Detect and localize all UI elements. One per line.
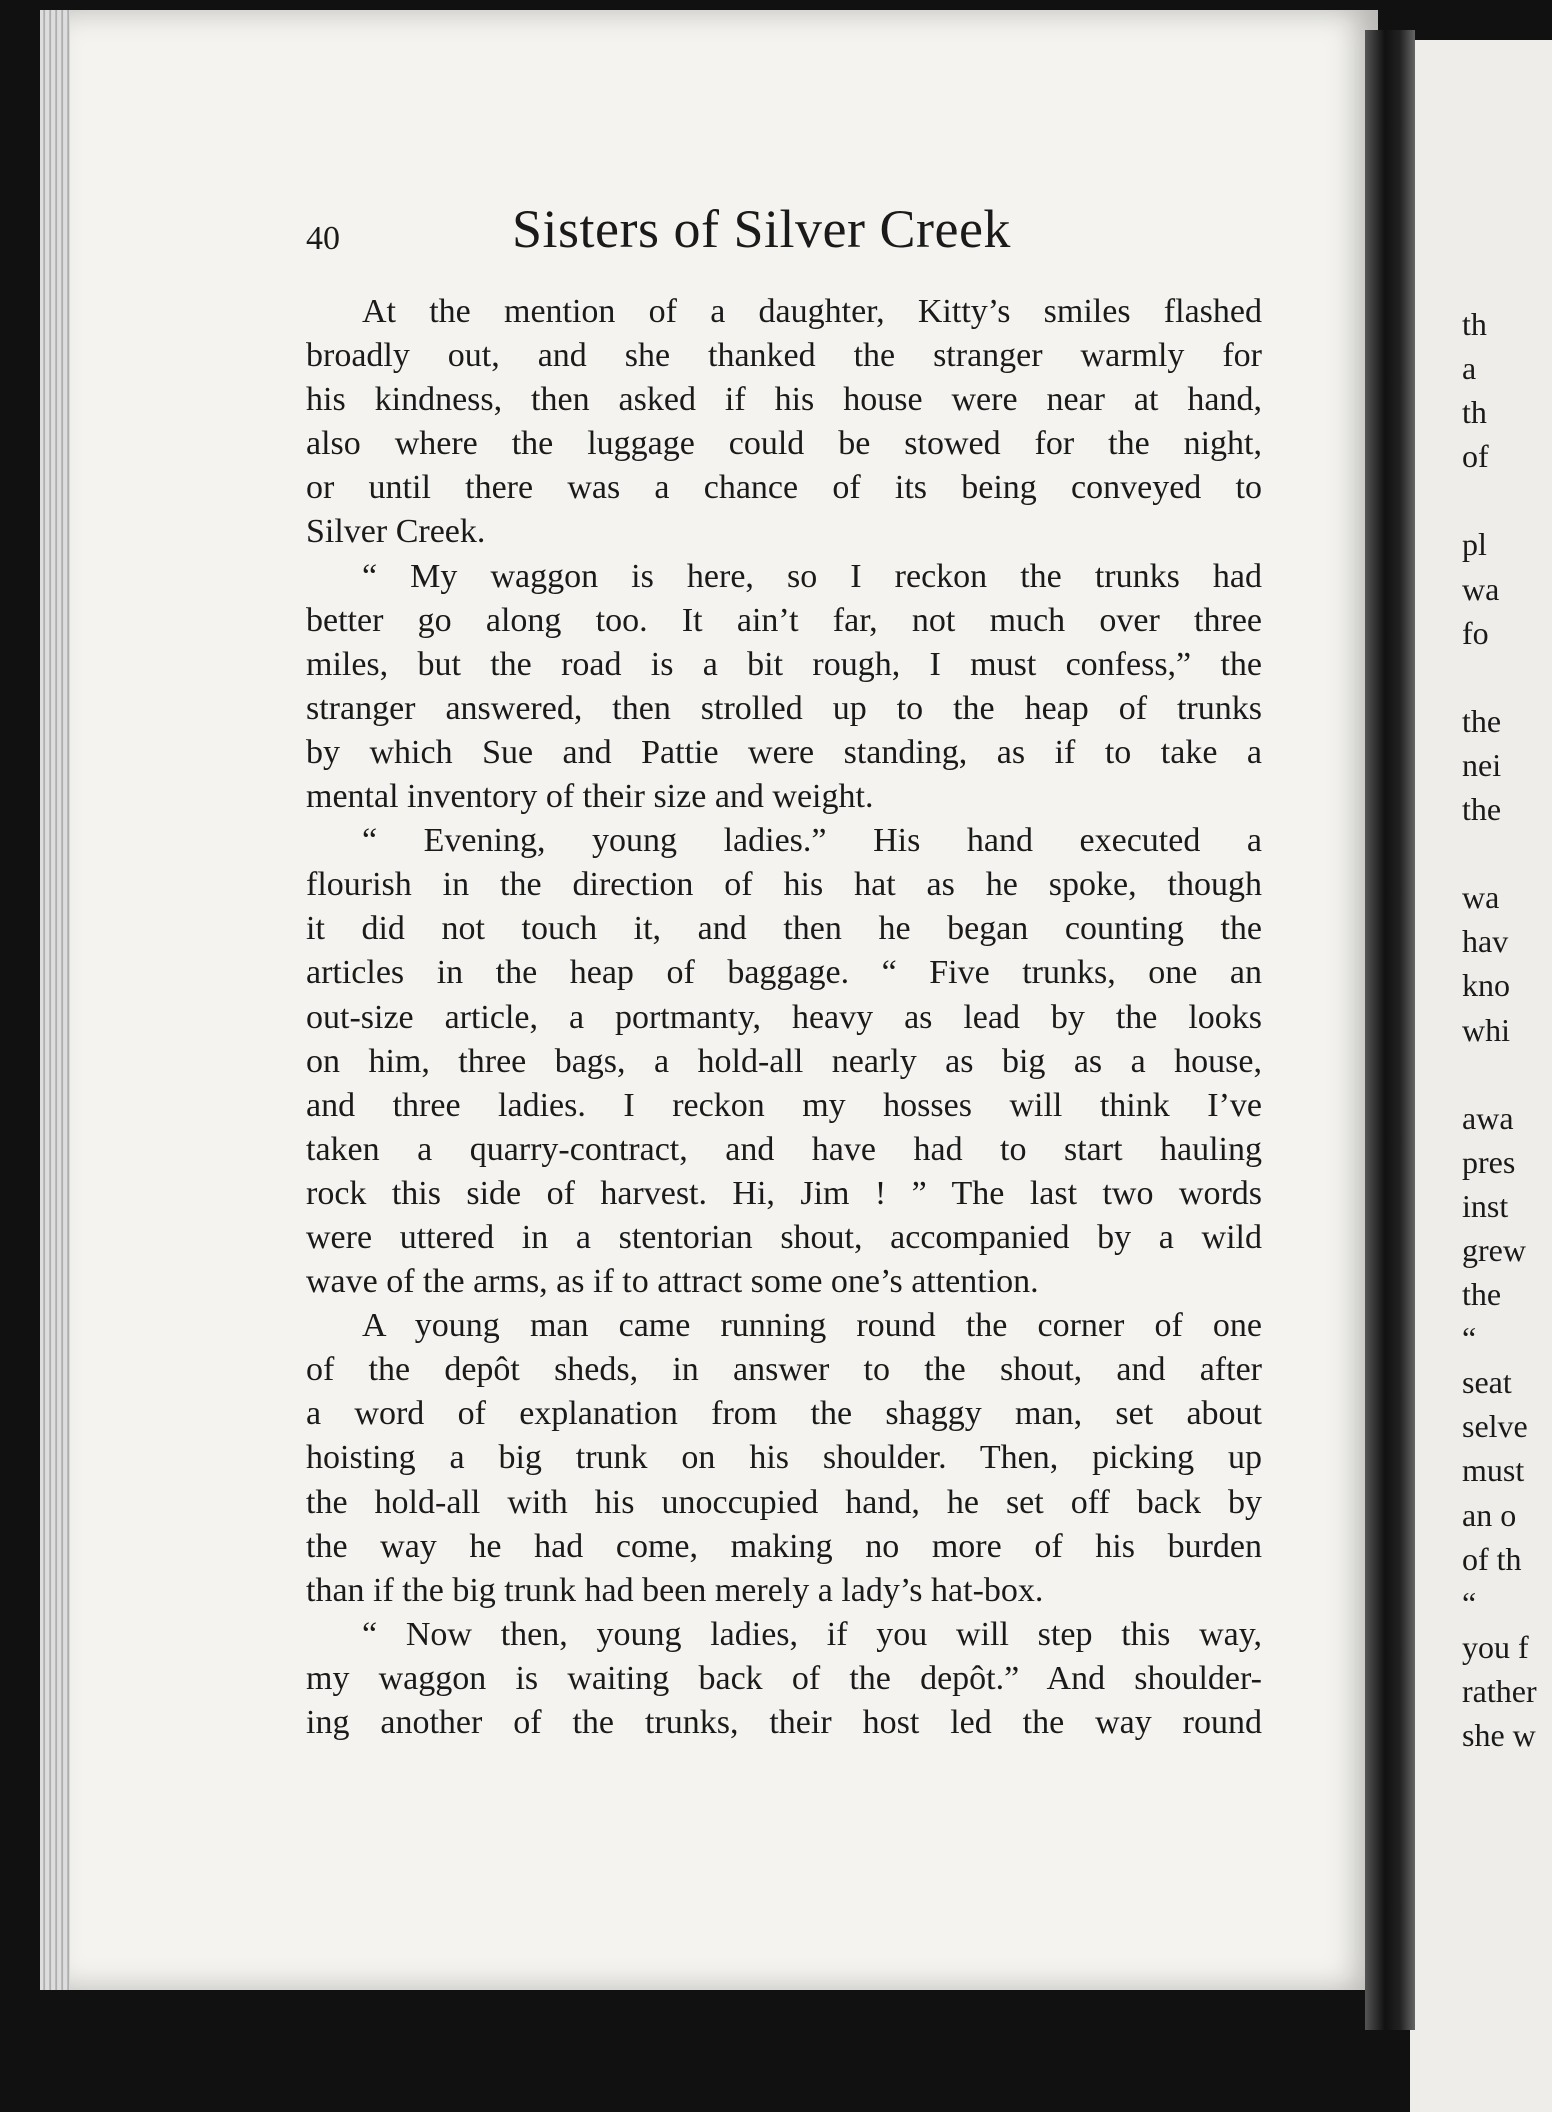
page-number: 40 xyxy=(306,220,340,257)
text-line: A young man came running round the corner of one xyxy=(362,1307,1262,1345)
right-page-fragment: of xyxy=(1462,438,1489,475)
page-header xyxy=(306,198,1256,268)
text-line: it did not touch it, and then he began counting the xyxy=(306,910,1262,948)
text-line: and three ladies. I reckon my hosses will think I’ve xyxy=(306,1086,1262,1124)
right-page-fragment: an o xyxy=(1462,1496,1517,1533)
text-line: ing another of the trunks, their host led the way round xyxy=(306,1704,1262,1741)
right-page-fragment: th xyxy=(1462,394,1487,431)
text-line: my waggon is waiting back of the depôt.” And shoulder- xyxy=(306,1659,1262,1697)
right-page-fragment: grew xyxy=(1462,1231,1526,1268)
text-line: “ My waggon is here, so I reckon the trunks had xyxy=(362,557,1262,595)
right-page-fragment: she w xyxy=(1462,1717,1536,1753)
text-line: or until there was a chance of its being conveyed to xyxy=(306,469,1262,507)
text-line: a word of explanation from the shaggy man, set about xyxy=(306,1395,1262,1433)
text-line: better go along too. It ain’t far, not much over three xyxy=(306,601,1262,639)
right-page-fragment: pl xyxy=(1462,526,1487,563)
right-page-fragment: the xyxy=(1462,791,1502,828)
right-page-fragment: rather xyxy=(1462,1672,1537,1709)
text-line: “ Now then, young ladies, if you will step this way, xyxy=(362,1615,1262,1653)
right-page-fragment: fo xyxy=(1462,614,1489,651)
right-page-fragment: wa xyxy=(1462,570,1500,607)
text-line: also where the luggage could be stowed for the night, xyxy=(306,425,1262,463)
right-page-fragment: inst xyxy=(1462,1187,1509,1224)
right-page-fragment: nei xyxy=(1462,746,1502,783)
right-page-fragment xyxy=(1462,831,1552,875)
right-page-fragment: th xyxy=(1462,306,1487,342)
right-page-fragment: seat xyxy=(1462,1364,1512,1401)
right-page-fragment: you f xyxy=(1462,1628,1529,1665)
right-page-fragment: hav xyxy=(1462,923,1509,960)
right-page-fragment: whi xyxy=(1462,1011,1510,1048)
right-page-fragment: pres xyxy=(1462,1143,1516,1180)
text-line: taken a quarry-contract, and have had to start hauling xyxy=(306,1130,1262,1168)
text-line: than if the big trunk had been merely a lady’s hat-box. xyxy=(306,1571,1044,1609)
text-line: his kindness, then asked if his house were near at hand, xyxy=(306,381,1262,419)
right-page-fragment: wa xyxy=(1462,879,1500,916)
right-page-fragment: kno xyxy=(1462,967,1510,1004)
right-page-fragment: selve xyxy=(1462,1408,1528,1445)
text-line: the hold-all with his unoccupied hand, he set off back by xyxy=(306,1483,1262,1521)
body-text xyxy=(306,290,1262,1745)
text-line: “ Evening, young ladies.” His hand executed a xyxy=(362,822,1262,860)
right-page-text xyxy=(1462,302,1552,1757)
text-line: by which Sue and Pattie were standing, as if to take a xyxy=(306,733,1262,771)
text-line: stranger answered, then strolled up to the heap of trunks xyxy=(306,689,1262,727)
right-page-fragment: must xyxy=(1462,1452,1525,1489)
text-line: At the mention of a daughter, Kitty’s smiles flashed xyxy=(362,293,1262,330)
right-page-fragment xyxy=(1462,1052,1552,1096)
text-line: of the depôt sheds, in answer to the shout, and after xyxy=(306,1351,1262,1389)
text-line: miles, but the road is a bit rough, I must confess,” the xyxy=(306,645,1262,683)
text-line: the way he had come, making no more of his burden xyxy=(306,1527,1262,1565)
right-page-fragment: “ xyxy=(1462,1320,1477,1357)
text-line: hoisting a big trunk on his shoulder. Then, picking up xyxy=(306,1439,1262,1477)
text-line: were uttered in a stentorian shout, accompanied by a wild xyxy=(306,1218,1262,1256)
text-line: flourish in the direction of his hat as he spoke, though xyxy=(306,866,1262,904)
text-line: out-size article, a portmanty, heavy as lead by the looks xyxy=(306,998,1262,1036)
right-page-fragment xyxy=(1462,655,1552,699)
right-page-fragment: the xyxy=(1462,702,1502,739)
right-page-fragment: “ xyxy=(1462,1584,1477,1621)
text-line: mental inventory of their size and weight. xyxy=(306,778,874,816)
running-title: Sisters of Silver Creek xyxy=(512,199,1011,259)
right-page-fragment: of th xyxy=(1462,1540,1522,1577)
right-page-fragment: the xyxy=(1462,1276,1502,1313)
text-line: broadly out, and she thanked the stranger warmly for xyxy=(306,337,1262,375)
right-page-fragment xyxy=(1462,478,1552,522)
right-page-fragment: awa xyxy=(1462,1099,1514,1136)
text-line: on him, three bags, a hold-all nearly as big as a house, xyxy=(306,1042,1262,1080)
text-line: articles in the heap of baggage. “ Five trunks, one an xyxy=(306,954,1262,992)
book-gutter xyxy=(1365,30,1415,2030)
text-line: Silver Creek. xyxy=(306,513,486,551)
text-line: wave of the arms, as if to attract some one’s attention. xyxy=(306,1263,1039,1301)
right-page-fragment: a xyxy=(1462,350,1477,387)
text-line: rock this side of harvest. Hi, Jim ! ” The last two words xyxy=(306,1174,1262,1212)
